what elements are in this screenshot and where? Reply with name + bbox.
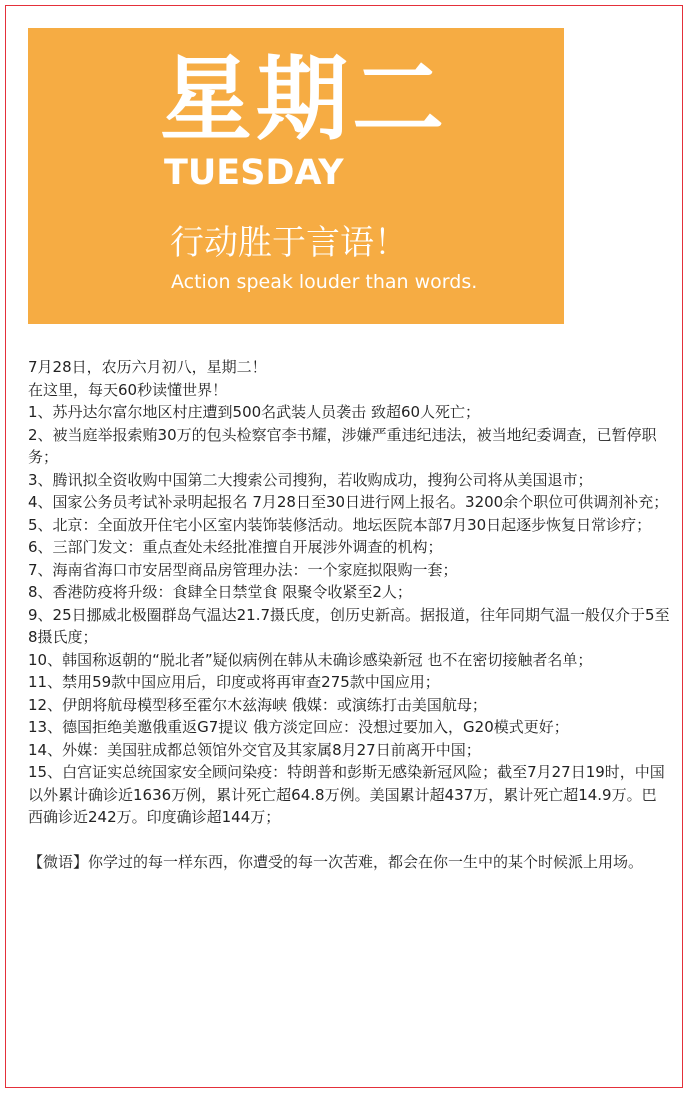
news-item: 2、被当庭举报索贿30万的包头检察官李书耀，涉嫌严重违纪违法，被当地纪委调查，已暂停职务； <box>28 425 657 466</box>
news-item: 7、海南省海口市安居型商品房管理办法：一个家庭拟限购一套； <box>28 560 458 579</box>
article-body <box>28 356 670 873</box>
closing-quote: 【微语】你学过的每一样东西，你遭受的每一次苦难，都会在你一生中的某个时候派上用场。 <box>28 852 644 871</box>
banner-motto-chinese: 行动胜于言语！ <box>170 223 408 263</box>
date-line: 7月28日，农历六月初八，星期二！ <box>28 358 267 376</box>
news-item: 4、国家公务员考试补录明起报名 7月28日至30日进行网上报名。3200余个职位可供调剂补充； <box>28 493 669 511</box>
banner-weekday-english: TUESDAY <box>164 153 344 193</box>
news-item: 3、腾讯拟全资收购中国第二大搜索公司搜狗，若收购成功，搜狗公司将从美国退市； <box>28 470 593 489</box>
banner-weekday-title: 星期二 <box>160 46 449 153</box>
news-item: 10、韩国称返朝的“脱北者”疑似病例在韩从未确诊感染新冠 也不在密切接触者名单； <box>28 650 593 669</box>
news-item: 1、苏丹达尔富尔地区村庄遭到500名武装人员袭击 致超60人死亡； <box>28 403 481 421</box>
news-item: 13、德国拒绝美邀俄重返G7提议 俄方淡定回应：没想过要加入，G20模式更好； <box>28 718 569 736</box>
news-item: 15、白宫证实总统国家安全顾问染疫：特朗普和彭斯无感染新冠风险；截至7月27日19时，中国以外累计确诊近1636万例，累计死亡超64.8万例。美国累计超437万，累计死亡超14.9万。巴西确诊近242万。印度确诊超144万； <box>28 763 665 826</box>
news-item: 11、禁用59款中国应用后，印度或将再审查275款中国应用； <box>28 673 440 691</box>
banner-motto-english: Action speak louder than words. <box>171 271 478 293</box>
news-item: 14、外媒：美国驻成都总领馆外交官及其家属8月27日前离开中国； <box>28 740 481 759</box>
news-item: 8、香港防疫将升级：食肆全日禁堂食 限聚令收紧至2人； <box>28 583 412 601</box>
news-item: 9、25日挪威北极圈群岛气温达21.7摄氏度，创历史新高。据报道，往年同期气温一般仅介于5至8摄氏度； <box>28 605 670 646</box>
tagline: 在这里，每天60秒读懂世界！ <box>28 380 228 399</box>
news-item: 6、三部门发文：重点查处未经批准擅自开展涉外调查的机构； <box>28 538 443 556</box>
paragraph-spacer <box>28 829 670 851</box>
header-banner <box>28 28 564 324</box>
news-item: 12、伊朗将航母模型移至霍尔木兹海峡 俄媒：或演练打击美国航母； <box>28 695 487 714</box>
news-item: 5、北京：全面放开住宅小区室内装饰装修活动。地坛医院本部7月30日起逐步恢复日常诊疗； <box>28 515 652 534</box>
